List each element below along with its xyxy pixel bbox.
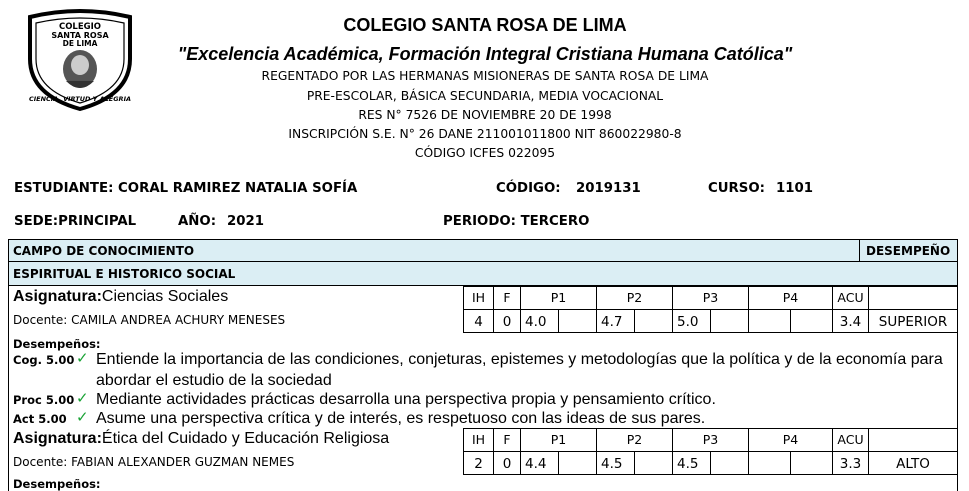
desempeno-label: Act 5.00 (13, 412, 67, 426)
anio-value: 2021 (227, 214, 265, 229)
value-p2: 4.5 (596, 451, 634, 475)
subject-name (13, 430, 389, 448)
value-ih: 4 (463, 309, 493, 333)
col-acu: ACU (832, 428, 868, 451)
check-icon: ✓ (76, 389, 89, 407)
check-icon: ✓ (76, 408, 89, 426)
col-ih: IH (463, 428, 493, 451)
value-p2-extra (634, 451, 672, 475)
subject-row-etica-religiosa (9, 428, 957, 475)
value-desempeno: ALTO (868, 451, 957, 475)
value-p3: 4.5 (672, 451, 710, 475)
sede: SEDE:PRINCIPAL (14, 214, 137, 229)
value-p2-extra (634, 309, 672, 333)
school-name: COLEGIO SANTA ROSA DE LIMA (343, 15, 627, 35)
desempenos-etica-religiosa (9, 475, 957, 491)
header-line-inscripcion: INSCRIPCIÓN S.E. N° 26 DANE 211001011800 NIT 860022980-8 (288, 127, 682, 141)
header-line-regentado: REGENTADO POR LAS HERMANAS MISIONERAS DE SANTA ROSA DE LIMA (261, 69, 709, 83)
asignatura-label: Asignatura: (13, 430, 102, 447)
header-line-niveles: PRE-ESCOLAR, BÁSICA SECUNDARIA, MEDIA VOCACIONAL (306, 89, 664, 103)
codigo-label: CÓDIGO: (496, 181, 561, 196)
value-acu: 3.3 (832, 451, 868, 475)
value-p1-extra (558, 451, 596, 475)
subject-name (13, 288, 228, 306)
desempeno-item (9, 349, 957, 391)
value-p2: 4.7 (596, 309, 634, 333)
col-p4: P4 (748, 428, 832, 451)
svg-text:SANTA ROSA: SANTA ROSA (51, 31, 109, 40)
teacher-name: Docente: FABIAN ALEXANDER GUZMAN NEMES (13, 455, 295, 469)
desempeno-item (9, 408, 957, 429)
col-acu: ACU (832, 286, 868, 309)
grades-grid (463, 286, 957, 333)
col-p1: P1 (520, 428, 596, 451)
col-p3: P3 (672, 286, 748, 309)
periodo: PERIODO: TERCERO (443, 214, 590, 229)
area-name: ESPIRITUAL E HISTORICO SOCIAL (13, 267, 236, 281)
anio-label: AÑO: (178, 214, 217, 229)
school-motto: "Excelencia Académica, Formación Integral Cristiana Humana Católica" (177, 44, 793, 64)
col-desempeno-blank (868, 428, 957, 451)
codigo-value: 2019131 (576, 181, 641, 196)
value-f: 0 (493, 309, 520, 333)
value-p1: 4.4 (520, 451, 558, 475)
desempeno-label: Proc 5.00 (13, 393, 75, 407)
value-p3-extra (710, 451, 748, 475)
teacher-name: Docente: CAMILA ANDREA ACHURY MENESES (13, 313, 286, 327)
col-ih: IH (463, 286, 493, 309)
svg-text:CIENCIA, VIRTUD Y ALEGRIA: CIENCIA, VIRTUD Y ALEGRIA (28, 95, 132, 103)
value-ih: 2 (463, 451, 493, 475)
value-p3: 5.0 (672, 309, 710, 333)
value-p4-extra (790, 451, 832, 475)
col-desempeno-blank (868, 286, 957, 309)
svg-text:COLEGIO: COLEGIO (58, 22, 102, 32)
col-p1: P1 (520, 286, 596, 309)
header-line-resolucion: RES N° 7526 DE NOVIEMBRE 20 DE 1998 (358, 108, 612, 122)
svg-text:DE LIMA: DE LIMA (62, 39, 98, 48)
col-p4: P4 (748, 286, 832, 309)
value-p1: 4.0 (520, 309, 558, 333)
table-header-row (9, 239, 957, 262)
value-p4-extra (790, 309, 832, 333)
desempenos-ciencias-sociales (9, 333, 957, 430)
value-p3-extra (710, 309, 748, 333)
col-f: F (493, 286, 520, 309)
value-acu: 3.4 (832, 309, 868, 333)
col-f: F (493, 428, 520, 451)
value-p1-extra (558, 309, 596, 333)
area-row (9, 262, 957, 286)
curso-value: 1101 (776, 181, 814, 196)
grades-grid (463, 428, 957, 475)
subject-title: Ciencias Sociales (101, 288, 229, 305)
value-desempeno: SUPERIOR (868, 309, 957, 333)
col-p2: P2 (596, 286, 672, 309)
desempeno-text: Mediante actividades prácticas desarrolla una perspectiva propia y pensamiento crítico. (96, 391, 716, 408)
school-logo (22, 7, 138, 111)
header-line-icfes: CÓDIGO ICFES 022095 (414, 146, 556, 160)
desempeno-text: Entiende la importancia de las condiciones, conjeturas, epistemes y metodologías que la política y de la economía para abordar el estudio de la sociedad (96, 351, 943, 389)
asignatura-label: Asignatura: (13, 288, 102, 305)
check-icon: ✓ (76, 349, 89, 367)
curso-label: CURSO: (708, 181, 765, 196)
desempenos-title: Desempeños: (13, 477, 101, 491)
desempeno-label: Cog. 5.00 (13, 353, 75, 367)
col-p2: P2 (596, 428, 672, 451)
desempenos-title: Desempeños: (13, 337, 101, 351)
value-f: 0 (493, 451, 520, 475)
grades-table (8, 239, 958, 491)
header-desempeno: DESEMPEÑO (859, 240, 957, 261)
value-p4 (748, 309, 790, 333)
col-p3: P3 (672, 428, 748, 451)
value-p4 (748, 451, 790, 475)
student-name: ESTUDIANTE: CORAL RAMIREZ NATALIA SOFÍA (14, 181, 358, 196)
subject-row-ciencias-sociales (9, 286, 957, 333)
subject-title: Ética del Cuidado y Educación Religiosa (101, 430, 390, 447)
desempeno-item (9, 389, 957, 410)
header-campo: CAMPO DE CONOCIMIENTO (13, 244, 195, 258)
desempeno-text: Asume una perspectiva crítica y de interés, es respetuoso con las ideas de sus pares. (96, 410, 706, 427)
